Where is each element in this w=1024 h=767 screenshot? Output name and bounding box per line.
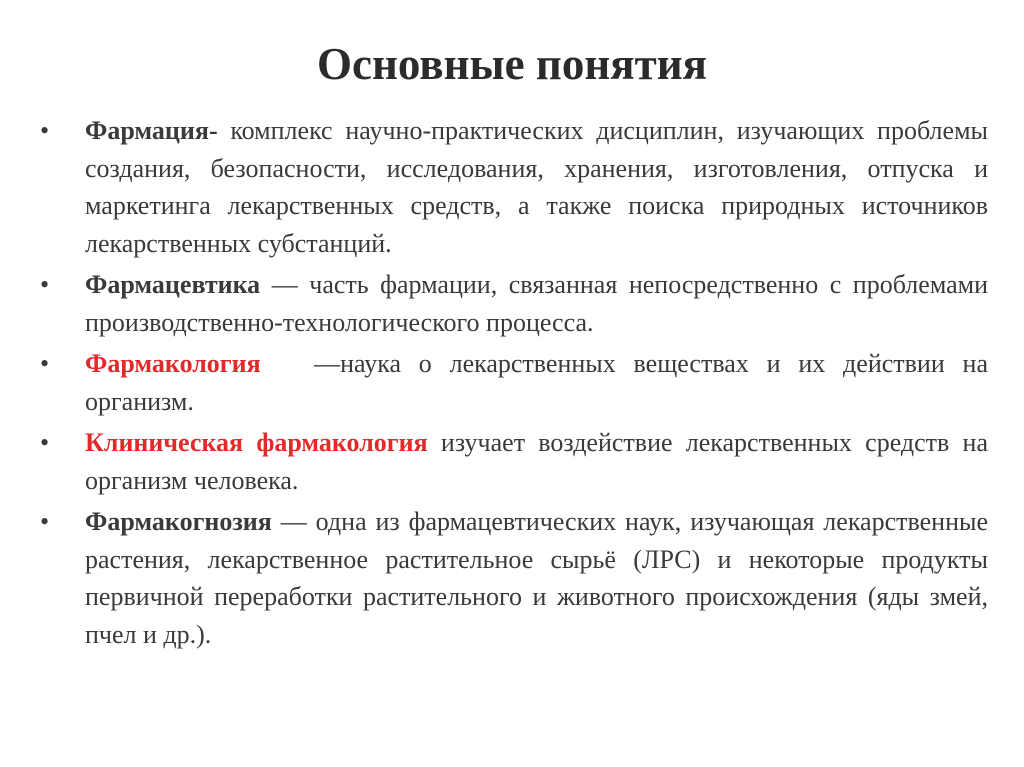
bullet-icon: •	[40, 507, 50, 536]
definitions-list	[40, 112, 995, 657]
definition-text: —наука о лекарственных веществах и их действии на организм.	[85, 349, 995, 416]
bullet-icon: •	[40, 428, 50, 457]
slide-title: Основные понятия	[317, 39, 707, 89]
term-farmakognoziya: Фармакогнозия	[85, 507, 272, 536]
definition-item-klinicheskaya-farmakologiya	[40, 424, 988, 499]
definition-text: — часть фармации, связанная непосредственно с проблемами производственно-технологического процесса.	[85, 270, 988, 337]
definition-text: — одна из фармацевтических наук, изучающая лекарственные растения, лекарственное растительное сырьё (ЛРС) и некоторые продукты первичной переработки растительного и животного происхождения (яды змей, пчел и др.).	[85, 507, 988, 649]
definition-item-farmakognoziya	[40, 503, 988, 653]
term-farmakologiya: Фармакология	[85, 349, 261, 378]
bullet-icon: •	[40, 116, 50, 145]
term-klinicheskaya-farmakologiya: Клиническая фармакология	[85, 428, 428, 457]
definition-item-farmakologiya	[40, 345, 995, 420]
definition-item-farmatsevtika	[40, 266, 988, 341]
term-farmatsiya: Фармация-	[85, 116, 218, 145]
definition-text: комплекс научно-практических дисциплин, изучающих проблемы создания, безопасности, исследования, хранения, изготовления, отпуска и маркетинга лекарственных средств, а также поиска природных источников лекарственных субстанций.	[85, 116, 988, 258]
definition-item-farmatsiya	[40, 112, 988, 262]
bullet-icon: •	[40, 349, 50, 378]
term-farmatsevtika: Фармацевтика	[85, 270, 261, 299]
definition-text: изучает воздействие лекарственных средств на организм человека.	[85, 428, 988, 495]
bullet-icon: •	[40, 270, 50, 299]
